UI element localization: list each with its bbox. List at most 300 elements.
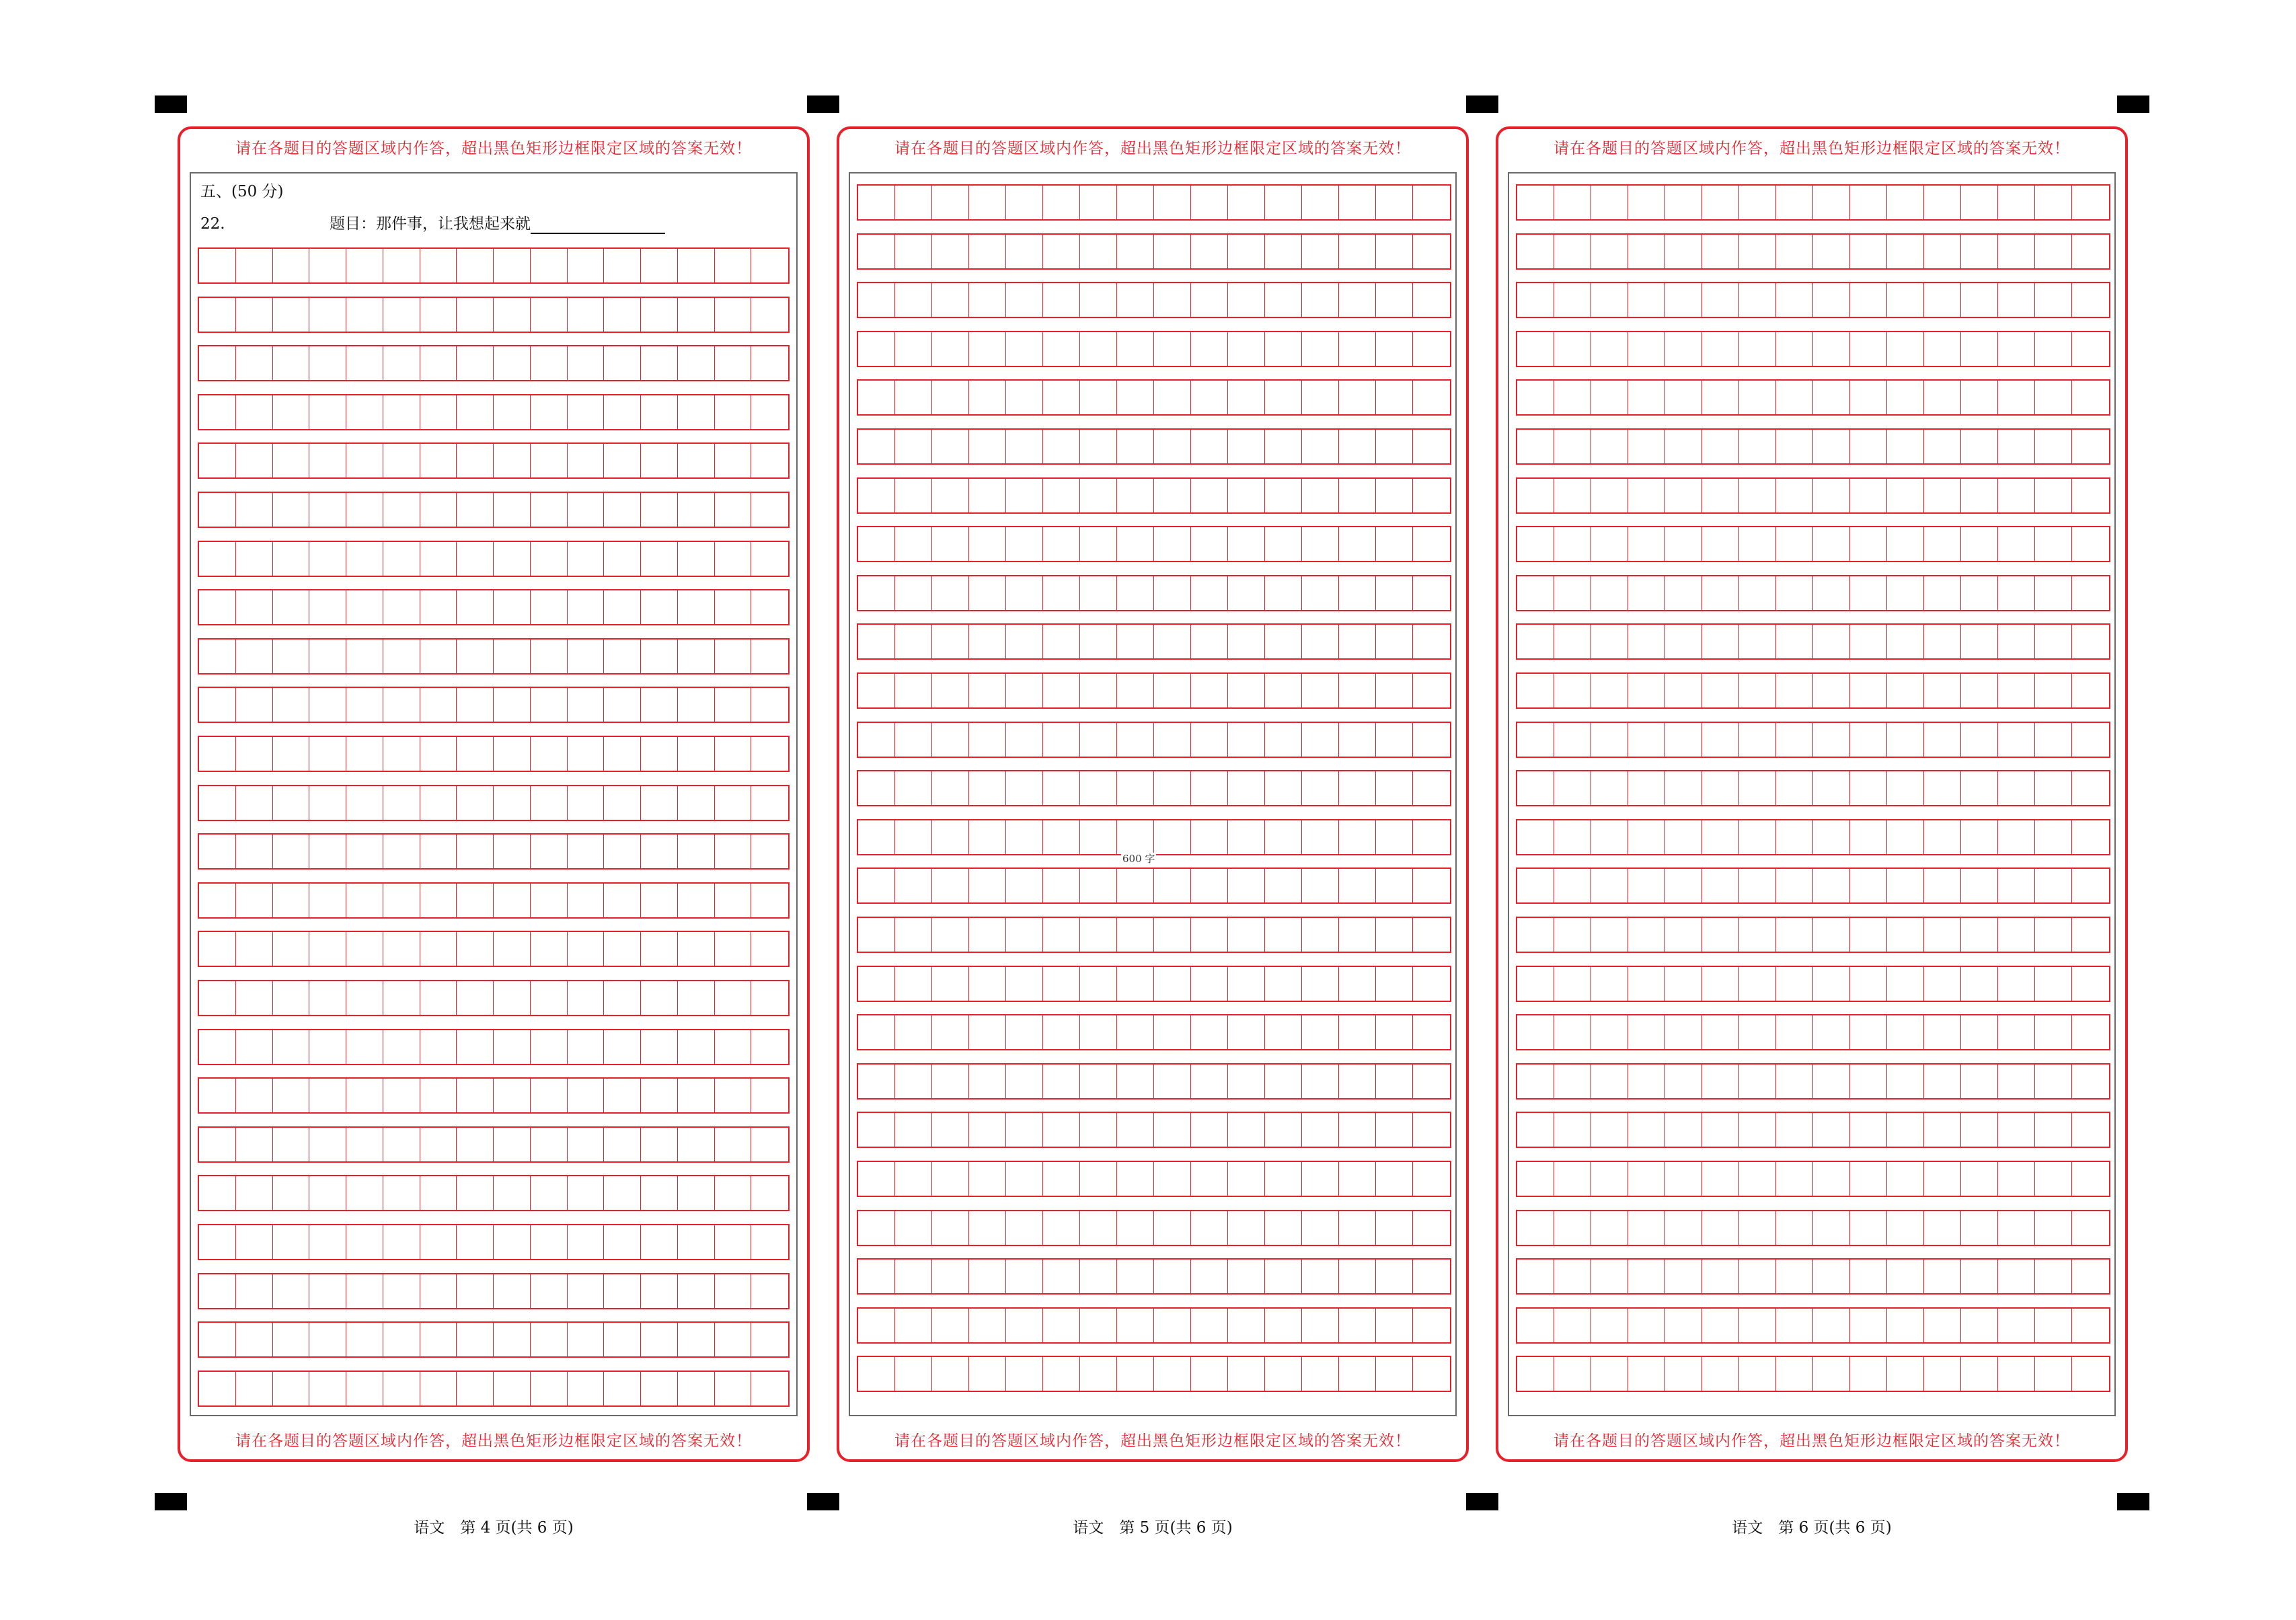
grid-cell[interactable] <box>1665 332 1702 366</box>
grid-cell[interactable] <box>1043 1162 1080 1196</box>
grid-cell[interactable] <box>641 1225 678 1259</box>
grid-cell[interactable] <box>751 1323 788 1356</box>
grid-row[interactable] <box>198 394 790 430</box>
grid-row[interactable] <box>857 1161 1451 1197</box>
grid-cell[interactable] <box>751 298 788 332</box>
grid-cell[interactable] <box>1628 527 1665 561</box>
grid-cell[interactable] <box>1339 723 1376 757</box>
grid-cell[interactable] <box>969 430 1006 463</box>
grid-cell[interactable] <box>1517 332 1554 366</box>
grid-cell[interactable] <box>1554 1065 1591 1098</box>
grid-cell[interactable] <box>1813 527 1850 561</box>
grid-cell[interactable] <box>1043 771 1080 805</box>
grid-cell[interactable] <box>531 835 568 868</box>
grid-cell[interactable] <box>641 981 678 1015</box>
grid-cell[interactable] <box>1154 430 1191 463</box>
grid-cell[interactable] <box>678 1372 715 1405</box>
grid-cell[interactable] <box>1413 1211 1450 1245</box>
grid-cell[interactable] <box>383 444 420 477</box>
grid-cell[interactable] <box>2072 674 2109 707</box>
grid-cell[interactable] <box>531 932 568 966</box>
grid-cell[interactable] <box>309 1225 346 1259</box>
grid-cell[interactable] <box>751 932 788 966</box>
grid-cell[interactable] <box>641 1079 678 1112</box>
grid-cell[interactable] <box>309 1274 346 1308</box>
grid-cell[interactable] <box>858 723 895 757</box>
grid-cell[interactable] <box>1517 918 1554 952</box>
grid-cell[interactable] <box>1813 332 1850 366</box>
grid-cell[interactable] <box>1776 1309 1813 1342</box>
grid-cell[interactable] <box>1080 1113 1117 1147</box>
grid-cell[interactable] <box>1080 235 1117 268</box>
grid-cell[interactable] <box>1776 625 1813 658</box>
grid-cell[interactable] <box>895 1357 932 1391</box>
grid-cell[interactable] <box>1850 1260 1887 1293</box>
grid-cell[interactable] <box>1665 723 1702 757</box>
grid-cell[interactable] <box>309 542 346 576</box>
grid-cell[interactable] <box>604 542 641 576</box>
grid-cell[interactable] <box>1591 918 1628 952</box>
grid-cell[interactable] <box>1554 1357 1591 1391</box>
grid-cell[interactable] <box>383 395 420 429</box>
grid-cell[interactable] <box>1591 723 1628 757</box>
grid-cell[interactable] <box>1413 869 1450 902</box>
grid-cell[interactable] <box>1302 674 1339 707</box>
grid-cell[interactable] <box>1413 186 1450 219</box>
grid-cell[interactable] <box>309 981 346 1015</box>
grid-cell[interactable] <box>236 640 273 673</box>
grid-cell[interactable] <box>457 786 494 820</box>
grid-row[interactable] <box>1516 819 2110 855</box>
grid-cell[interactable] <box>420 542 457 576</box>
grid-cell[interactable] <box>1228 869 1265 902</box>
grid-row[interactable] <box>1516 1014 2110 1050</box>
grid-row[interactable] <box>1516 966 2110 1002</box>
grid-cell[interactable] <box>895 625 932 658</box>
grid-cell[interactable] <box>1228 186 1265 219</box>
grid-cell[interactable] <box>1117 283 1154 317</box>
grid-cell[interactable] <box>858 820 895 854</box>
grid-row[interactable] <box>857 722 1451 758</box>
grid-cell[interactable] <box>1154 1357 1191 1391</box>
grid-cell[interactable] <box>273 1176 310 1210</box>
grid-cell[interactable] <box>346 1176 383 1210</box>
grid-cell[interactable] <box>420 737 457 771</box>
grid-cell[interactable] <box>2035 576 2072 610</box>
grid-cell[interactable] <box>568 688 605 722</box>
grid-cell[interactable] <box>895 1211 932 1245</box>
grid-cell[interactable] <box>1813 625 1850 658</box>
grid-cell[interactable] <box>1006 576 1043 610</box>
grid-cell[interactable] <box>2035 527 2072 561</box>
grid-cell[interactable] <box>1117 332 1154 366</box>
grid-cell[interactable] <box>1998 674 2035 707</box>
grid-cell[interactable] <box>1080 967 1117 1001</box>
grid-cell[interactable] <box>1339 479 1376 512</box>
grid-cell[interactable] <box>715 444 752 477</box>
grid-cell[interactable] <box>383 1372 420 1405</box>
grid-cell[interactable] <box>1228 723 1265 757</box>
grid-row[interactable] <box>1516 379 2110 416</box>
grid-cell[interactable] <box>1339 1162 1376 1196</box>
grid-cell[interactable] <box>383 1274 420 1308</box>
grid-cell[interactable] <box>1850 771 1887 805</box>
grid-row[interactable] <box>857 672 1451 709</box>
grid-cell[interactable] <box>1554 625 1591 658</box>
grid-cell[interactable] <box>1665 1309 1702 1342</box>
grid-cell[interactable] <box>751 493 788 527</box>
grid-cell[interactable] <box>1413 820 1450 854</box>
grid-cell[interactable] <box>1739 332 1776 366</box>
grid-cell[interactable] <box>2072 918 2109 952</box>
grid-cell[interactable] <box>1813 479 1850 512</box>
grid-cell[interactable] <box>1265 967 1302 1001</box>
grid-cell[interactable] <box>604 737 641 771</box>
grid-cell[interactable] <box>1776 527 1813 561</box>
grid-cell[interactable] <box>678 932 715 966</box>
grid-cell[interactable] <box>1228 381 1265 414</box>
grid-cell[interactable] <box>1591 576 1628 610</box>
grid-cell[interactable] <box>1813 1211 1850 1245</box>
grid-row[interactable] <box>857 233 1451 270</box>
grid-cell[interactable] <box>1998 723 2035 757</box>
grid-cell[interactable] <box>346 835 383 868</box>
grid-cell[interactable] <box>273 1372 310 1405</box>
grid-cell[interactable] <box>1117 918 1154 952</box>
grid-cell[interactable] <box>932 1113 969 1147</box>
grid-cell[interactable] <box>1080 1357 1117 1391</box>
grid-cell[interactable] <box>678 590 715 624</box>
grid-cell[interactable] <box>1517 381 1554 414</box>
grid-cell[interactable] <box>236 493 273 527</box>
grid-cell[interactable] <box>420 932 457 966</box>
grid-cell[interactable] <box>236 932 273 966</box>
grid-cell[interactable] <box>604 1079 641 1112</box>
grid-cell[interactable] <box>1998 1162 2035 1196</box>
grid-cell[interactable] <box>1302 186 1339 219</box>
grid-cell[interactable] <box>2035 820 2072 854</box>
grid-cell[interactable] <box>751 346 788 380</box>
grid-cell[interactable] <box>420 1274 457 1308</box>
grid-cell[interactable] <box>2072 381 2109 414</box>
grid-cell[interactable] <box>715 249 752 282</box>
grid-cell[interactable] <box>715 590 752 624</box>
grid-cell[interactable] <box>1080 381 1117 414</box>
grid-cell[interactable] <box>1813 674 1850 707</box>
grid-cell[interactable] <box>346 1323 383 1356</box>
grid-cell[interactable] <box>309 884 346 917</box>
grid-cell[interactable] <box>1628 332 1665 366</box>
grid-cell[interactable] <box>1154 576 1191 610</box>
grid-cell[interactable] <box>641 1323 678 1356</box>
grid-row[interactable] <box>857 575 1451 611</box>
grid-cell[interactable] <box>1591 1113 1628 1147</box>
grid-cell[interactable] <box>1665 1357 1702 1391</box>
grid-cell[interactable] <box>420 1079 457 1112</box>
grid-cell[interactable] <box>531 249 568 282</box>
grid-cell[interactable] <box>346 688 383 722</box>
grid-cell[interactable] <box>568 1274 605 1308</box>
grid-cell[interactable] <box>678 493 715 527</box>
grid-cell[interactable] <box>678 1225 715 1259</box>
grid-cell[interactable] <box>309 688 346 722</box>
grid-cell[interactable] <box>1887 332 1924 366</box>
grid-cell[interactable] <box>1117 235 1154 268</box>
grid-cell[interactable] <box>2072 479 2109 512</box>
grid-cell[interactable] <box>1265 869 1302 902</box>
grid-cell[interactable] <box>236 1225 273 1259</box>
grid-cell[interactable] <box>969 235 1006 268</box>
grid-cell[interactable] <box>1998 1015 2035 1049</box>
grid-cell[interactable] <box>1665 1113 1702 1147</box>
grid-cell[interactable] <box>932 674 969 707</box>
grid-cell[interactable] <box>346 493 383 527</box>
grid-cell[interactable] <box>678 1274 715 1308</box>
grid-cell[interactable] <box>1591 674 1628 707</box>
grid-cell[interactable] <box>1665 576 1702 610</box>
grid-cell[interactable] <box>1887 479 1924 512</box>
grid-cell[interactable] <box>1887 283 1924 317</box>
grid-cell[interactable] <box>1302 576 1339 610</box>
grid-cell[interactable] <box>1887 1113 1924 1147</box>
grid-row[interactable] <box>857 331 1451 367</box>
grid-cell[interactable] <box>1043 576 1080 610</box>
grid-cell[interactable] <box>895 771 932 805</box>
grid-cell[interactable] <box>531 444 568 477</box>
grid-cell[interactable] <box>1739 430 1776 463</box>
grid-cell[interactable] <box>494 1176 531 1210</box>
grid-cell[interactable] <box>1850 430 1887 463</box>
grid-cell[interactable] <box>715 346 752 380</box>
grid-cell[interactable] <box>1961 381 1998 414</box>
grid-cell[interactable] <box>457 981 494 1015</box>
grid-cell[interactable] <box>420 249 457 282</box>
grid-cell[interactable] <box>273 1079 310 1112</box>
grid-cell[interactable] <box>1302 1113 1339 1147</box>
grid-row[interactable] <box>1516 1161 2110 1197</box>
grid-cell[interactable] <box>273 835 310 868</box>
grid-cell[interactable] <box>494 981 531 1015</box>
grid-cell[interactable] <box>969 332 1006 366</box>
grid-cell[interactable] <box>1739 1357 1776 1391</box>
grid-cell[interactable] <box>1302 430 1339 463</box>
grid-cell[interactable] <box>1702 723 1739 757</box>
grid-cell[interactable] <box>969 918 1006 952</box>
grid-cell[interactable] <box>1191 186 1228 219</box>
grid-cell[interactable] <box>1413 576 1450 610</box>
grid-cell[interactable] <box>1887 186 1924 219</box>
grid-cell[interactable] <box>641 1128 678 1161</box>
grid-cell[interactable] <box>1006 1357 1043 1391</box>
grid-cell[interactable] <box>1961 430 1998 463</box>
grid-row[interactable] <box>1516 623 2110 660</box>
grid-cell[interactable] <box>1998 527 2035 561</box>
grid-cell[interactable] <box>858 869 895 902</box>
grid-cell[interactable] <box>2072 1211 2109 1245</box>
grid-cell[interactable] <box>604 884 641 917</box>
grid-cell[interactable] <box>969 771 1006 805</box>
grid-cell[interactable] <box>2035 283 2072 317</box>
grid-cell[interactable] <box>199 1176 236 1210</box>
grid-cell[interactable] <box>1628 381 1665 414</box>
grid-cell[interactable] <box>1591 625 1628 658</box>
grid-cell[interactable] <box>383 884 420 917</box>
grid-cell[interactable] <box>895 430 932 463</box>
grid-cell[interactable] <box>1228 235 1265 268</box>
grid-cell[interactable] <box>1043 479 1080 512</box>
grid-cell[interactable] <box>420 395 457 429</box>
grid-cell[interactable] <box>1554 283 1591 317</box>
grid-cell[interactable] <box>199 444 236 477</box>
grid-cell[interactable] <box>309 346 346 380</box>
grid-cell[interactable] <box>895 723 932 757</box>
grid-cell[interactable] <box>1776 576 1813 610</box>
grid-cell[interactable] <box>1554 1260 1591 1293</box>
grid-cell[interactable] <box>1739 1211 1776 1245</box>
grid-cell[interactable] <box>1154 625 1191 658</box>
grid-cell[interactable] <box>969 869 1006 902</box>
grid-cell[interactable] <box>1265 283 1302 317</box>
grid-cell[interactable] <box>568 395 605 429</box>
grid-cell[interactable] <box>1191 1211 1228 1245</box>
grid-cell[interactable] <box>1961 186 1998 219</box>
grid-cell[interactable] <box>1887 576 1924 610</box>
grid-cell[interactable] <box>1302 1309 1339 1342</box>
grid-cell[interactable] <box>1154 723 1191 757</box>
grid-cell[interactable] <box>641 884 678 917</box>
grid-cell[interactable] <box>1228 1065 1265 1098</box>
grid-cell[interactable] <box>932 1015 969 1049</box>
grid-cell[interactable] <box>969 576 1006 610</box>
grid-cell[interactable] <box>1628 1015 1665 1049</box>
grid-cell[interactable] <box>1117 967 1154 1001</box>
grid-cell[interactable] <box>1776 918 1813 952</box>
grid-cell[interactable] <box>678 1176 715 1210</box>
grid-cell[interactable] <box>1739 1162 1776 1196</box>
grid-cell[interactable] <box>1813 1357 1850 1391</box>
grid-cell[interactable] <box>1961 576 1998 610</box>
grid-cell[interactable] <box>1739 869 1776 902</box>
grid-cell[interactable] <box>1228 625 1265 658</box>
grid-cell[interactable] <box>1628 723 1665 757</box>
grid-cell[interactable] <box>1998 381 2035 414</box>
grid-cell[interactable] <box>1302 771 1339 805</box>
grid-cell[interactable] <box>2072 1162 2109 1196</box>
grid-cell[interactable] <box>1850 1211 1887 1245</box>
grid-cell[interactable] <box>1998 576 2035 610</box>
grid-cell[interactable] <box>1961 869 1998 902</box>
grid-cell[interactable] <box>1376 1211 1413 1245</box>
grid-cell[interactable] <box>1006 625 1043 658</box>
grid-cell[interactable] <box>531 298 568 332</box>
grid-cell[interactable] <box>531 1274 568 1308</box>
grid-cell[interactable] <box>1228 1260 1265 1293</box>
grid-cell[interactable] <box>1517 625 1554 658</box>
grid-cell[interactable] <box>1517 527 1554 561</box>
grid-cell[interactable] <box>346 346 383 380</box>
grid-cell[interactable] <box>604 786 641 820</box>
grid-cell[interactable] <box>1591 1211 1628 1245</box>
grid-cell[interactable] <box>420 884 457 917</box>
grid-cell[interactable] <box>568 1372 605 1405</box>
grid-cell[interactable] <box>531 395 568 429</box>
grid-row[interactable] <box>1516 917 2110 953</box>
grid-cell[interactable] <box>1776 967 1813 1001</box>
grid-cell[interactable] <box>1776 1357 1813 1391</box>
grid-cell[interactable] <box>1265 430 1302 463</box>
grid-cell[interactable] <box>494 932 531 966</box>
grid-cell[interactable] <box>1228 1309 1265 1342</box>
grid-cell[interactable] <box>1006 869 1043 902</box>
grid-cell[interactable] <box>383 1176 420 1210</box>
grid-cell[interactable] <box>236 1128 273 1161</box>
grid-cell[interactable] <box>1665 527 1702 561</box>
grid-cell[interactable] <box>1591 1260 1628 1293</box>
grid-cell[interactable] <box>858 1015 895 1049</box>
grid-cell[interactable] <box>969 186 1006 219</box>
grid-row[interactable] <box>1516 428 2110 465</box>
grid-cell[interactable] <box>1191 283 1228 317</box>
grid-cell[interactable] <box>641 737 678 771</box>
grid-cell[interactable] <box>1265 918 1302 952</box>
grid-cell[interactable] <box>715 298 752 332</box>
grid-cell[interactable] <box>1043 1113 1080 1147</box>
grid-cell[interactable] <box>1961 527 1998 561</box>
grid-cell[interactable] <box>1702 576 1739 610</box>
grid-cell[interactable] <box>457 884 494 917</box>
grid-cell[interactable] <box>383 981 420 1015</box>
grid-cell[interactable] <box>1265 771 1302 805</box>
grid-cell[interactable] <box>751 542 788 576</box>
grid-cell[interactable] <box>1413 625 1450 658</box>
grid-cell[interactable] <box>715 737 752 771</box>
grid-cell[interactable] <box>1739 771 1776 805</box>
grid-cell[interactable] <box>568 1323 605 1356</box>
grid-cell[interactable] <box>1924 869 1961 902</box>
grid-cell[interactable] <box>1265 1309 1302 1342</box>
title-blank-line[interactable] <box>531 218 665 234</box>
grid-cell[interactable] <box>2072 1113 2109 1147</box>
grid-cell[interactable] <box>1413 1309 1450 1342</box>
grid-cell[interactable] <box>678 542 715 576</box>
grid-cell[interactable] <box>1702 235 1739 268</box>
grid-cell[interactable] <box>1043 967 1080 1001</box>
grid-cell[interactable] <box>1117 381 1154 414</box>
grid-cell[interactable] <box>1776 1260 1813 1293</box>
grid-cell[interactable] <box>199 737 236 771</box>
grid-cell[interactable] <box>1339 1357 1376 1391</box>
grid-cell[interactable] <box>1628 235 1665 268</box>
grid-cell[interactable] <box>641 640 678 673</box>
grid-cell[interactable] <box>1998 430 2035 463</box>
grid-cell[interactable] <box>1006 967 1043 1001</box>
grid-cell[interactable] <box>969 479 1006 512</box>
grid-cell[interactable] <box>383 249 420 282</box>
grid-cell[interactable] <box>715 1030 752 1064</box>
grid-cell[interactable] <box>1154 918 1191 952</box>
grid-cell[interactable] <box>1339 967 1376 1001</box>
grid-cell[interactable] <box>346 1274 383 1308</box>
grid-cell[interactable] <box>1302 967 1339 1001</box>
grid-cell[interactable] <box>199 688 236 722</box>
grid-cell[interactable] <box>1850 1309 1887 1342</box>
grid-cell[interactable] <box>1702 381 1739 414</box>
grid-cell[interactable] <box>932 723 969 757</box>
grid-cell[interactable] <box>420 1176 457 1210</box>
grid-cell[interactable] <box>1739 479 1776 512</box>
grid-cell[interactable] <box>715 1274 752 1308</box>
grid-cell[interactable] <box>1813 381 1850 414</box>
